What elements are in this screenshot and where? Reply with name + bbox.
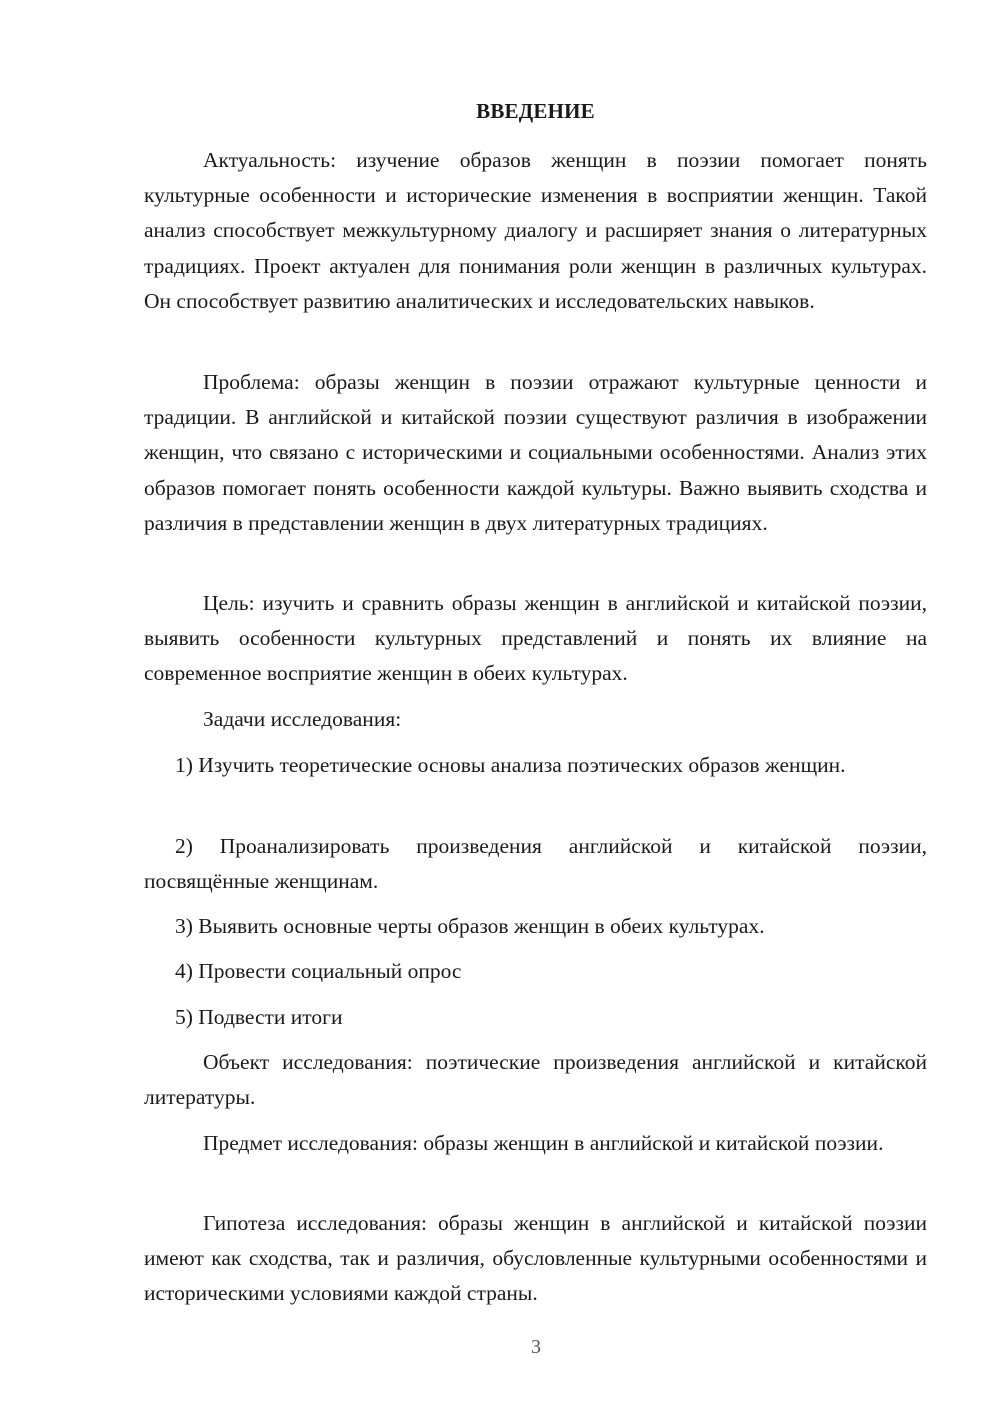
paragraph-subject: Предмет исследования: образы женщин в английской и китайской поэзии. bbox=[203, 1131, 884, 1155]
task-item-1: 1) Изучить теоретические основы анализа поэтических образов женщин. bbox=[175, 753, 846, 777]
page-number: 3 bbox=[531, 1336, 541, 1358]
paragraph-problem: Проблема: образы женщин в поэзии отражают культурные ценности и традиции. В английской и китайской поэзии существуют различия в изображении женщин, что связано с историческими и социальными особенностями. Анализ этих образов помогает понять особенности каждой культуры. Важно выявить сходства и различия в представлении женщин в двух литературных традициях. bbox=[144, 370, 927, 535]
paragraph-goal: Цель: изучить и сравнить образы женщин в английской и китайской поэзии, выявить особенности культурных представлений и понять их влияние на современное восприятие женщин в обеих культурах. bbox=[144, 591, 927, 686]
task-item-3: 3) Выявить основные черты образов женщин в обеих культурах. bbox=[175, 914, 765, 938]
task-item-2: 2) Проанализировать произведения английской и китайской поэзии, посвящённые женщинам. bbox=[144, 834, 927, 894]
task-item-4: 4) Провести социальный опрос bbox=[175, 959, 462, 983]
tasks-heading: Задачи исследования: bbox=[203, 707, 402, 731]
paragraph-object: Объект исследования: поэтические произведения английской и китайской литературы. bbox=[144, 1050, 927, 1110]
paragraph-relevance: Актуальность: изучение образов женщин в поэзии помогает понять культурные особенности и исторические изменения в восприятии женщин. Такой анализ способствует межкультурному диалогу и расширяет знания о литературных традициях. Проект актуален для понимания роли женщин в различных культурах. Он способствует развитию аналитических и исследовательских навыков. bbox=[144, 148, 927, 313]
task-item-5: 5) Подвести итоги bbox=[175, 1005, 343, 1029]
page-title: ВВЕДЕНИЕ bbox=[476, 99, 595, 123]
paragraph-hypothesis: Гипотеза исследования: образы женщин в английской и китайской поэзии имеют как сходства, так и различия, обусловленные культурными особенностями и историческими условиями каждой страны. bbox=[144, 1211, 927, 1306]
